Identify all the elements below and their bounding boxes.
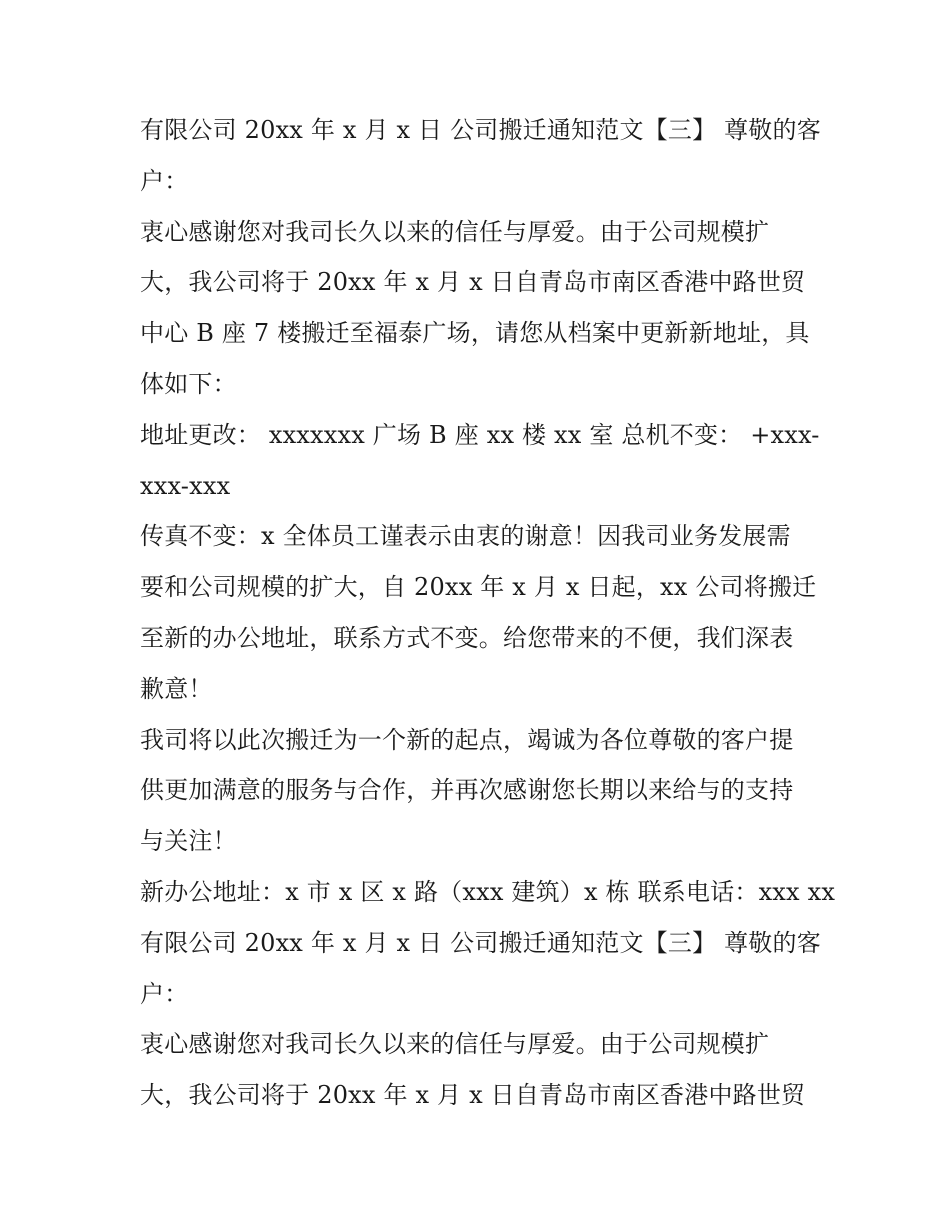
text-line: 我司将以此次搬迁为一个新的起点，竭诚为各位尊敬的客户提	[140, 725, 794, 754]
text-line: 地址更改： xxxxxxx 广场 B 座 xx 楼 xx 室 总机不变： +xxx-	[140, 420, 820, 449]
text-line: 与关注！	[140, 827, 237, 856]
text-line: 大，我公司将于 20xx 年 x 月 x 日自青岛市南区香港中路世贸	[140, 268, 806, 297]
text-line: 有限公司 20xx 年 x 月 x 日 公司搬迁通知范文【三】 尊敬的客	[140, 928, 821, 957]
text-line: 至新的办公地址，联系方式不变。给您带来的不便，我们深表	[140, 623, 794, 652]
document-body	[140, 105, 836, 1121]
text-line: 户：	[140, 979, 189, 1008]
text-line: 供更加满意的服务与合作，并再次感谢您长期以来给与的支持	[140, 776, 794, 805]
text-line: 户：	[140, 166, 189, 195]
text-line: 中心 B 座 7 楼搬迁至福泰广场，请您从档案中更新新地址，具	[140, 319, 810, 348]
text-line: 衷心感谢您对我司长久以来的信任与厚爱。由于公司规模扩	[140, 1030, 770, 1059]
text-line: 歉意！	[140, 674, 213, 703]
text-line: 要和公司规模的扩大，自 20xx 年 x 月 x 日起，xx 公司将搬迁	[140, 573, 817, 602]
text-line: 传真不变：x 全体员工谨表示由衷的谢意！因我司业务发展需	[140, 522, 791, 551]
text-line: 体如下：	[140, 369, 237, 398]
text-line: xxx-xxx	[140, 471, 231, 500]
text-line: 有限公司 20xx 年 x 月 x 日 公司搬迁通知范文【三】 尊敬的客	[140, 116, 821, 144]
text-line: 大，我公司将于 20xx 年 x 月 x 日自青岛市南区香港中路世贸	[140, 1081, 806, 1110]
text-line: 衷心感谢您对我司长久以来的信任与厚爱。由于公司规模扩	[140, 217, 770, 246]
text-line: 新办公地址：x 市 x 区 x 路（xxx 建筑）x 栋 联系电话：xxx xx	[140, 877, 836, 906]
